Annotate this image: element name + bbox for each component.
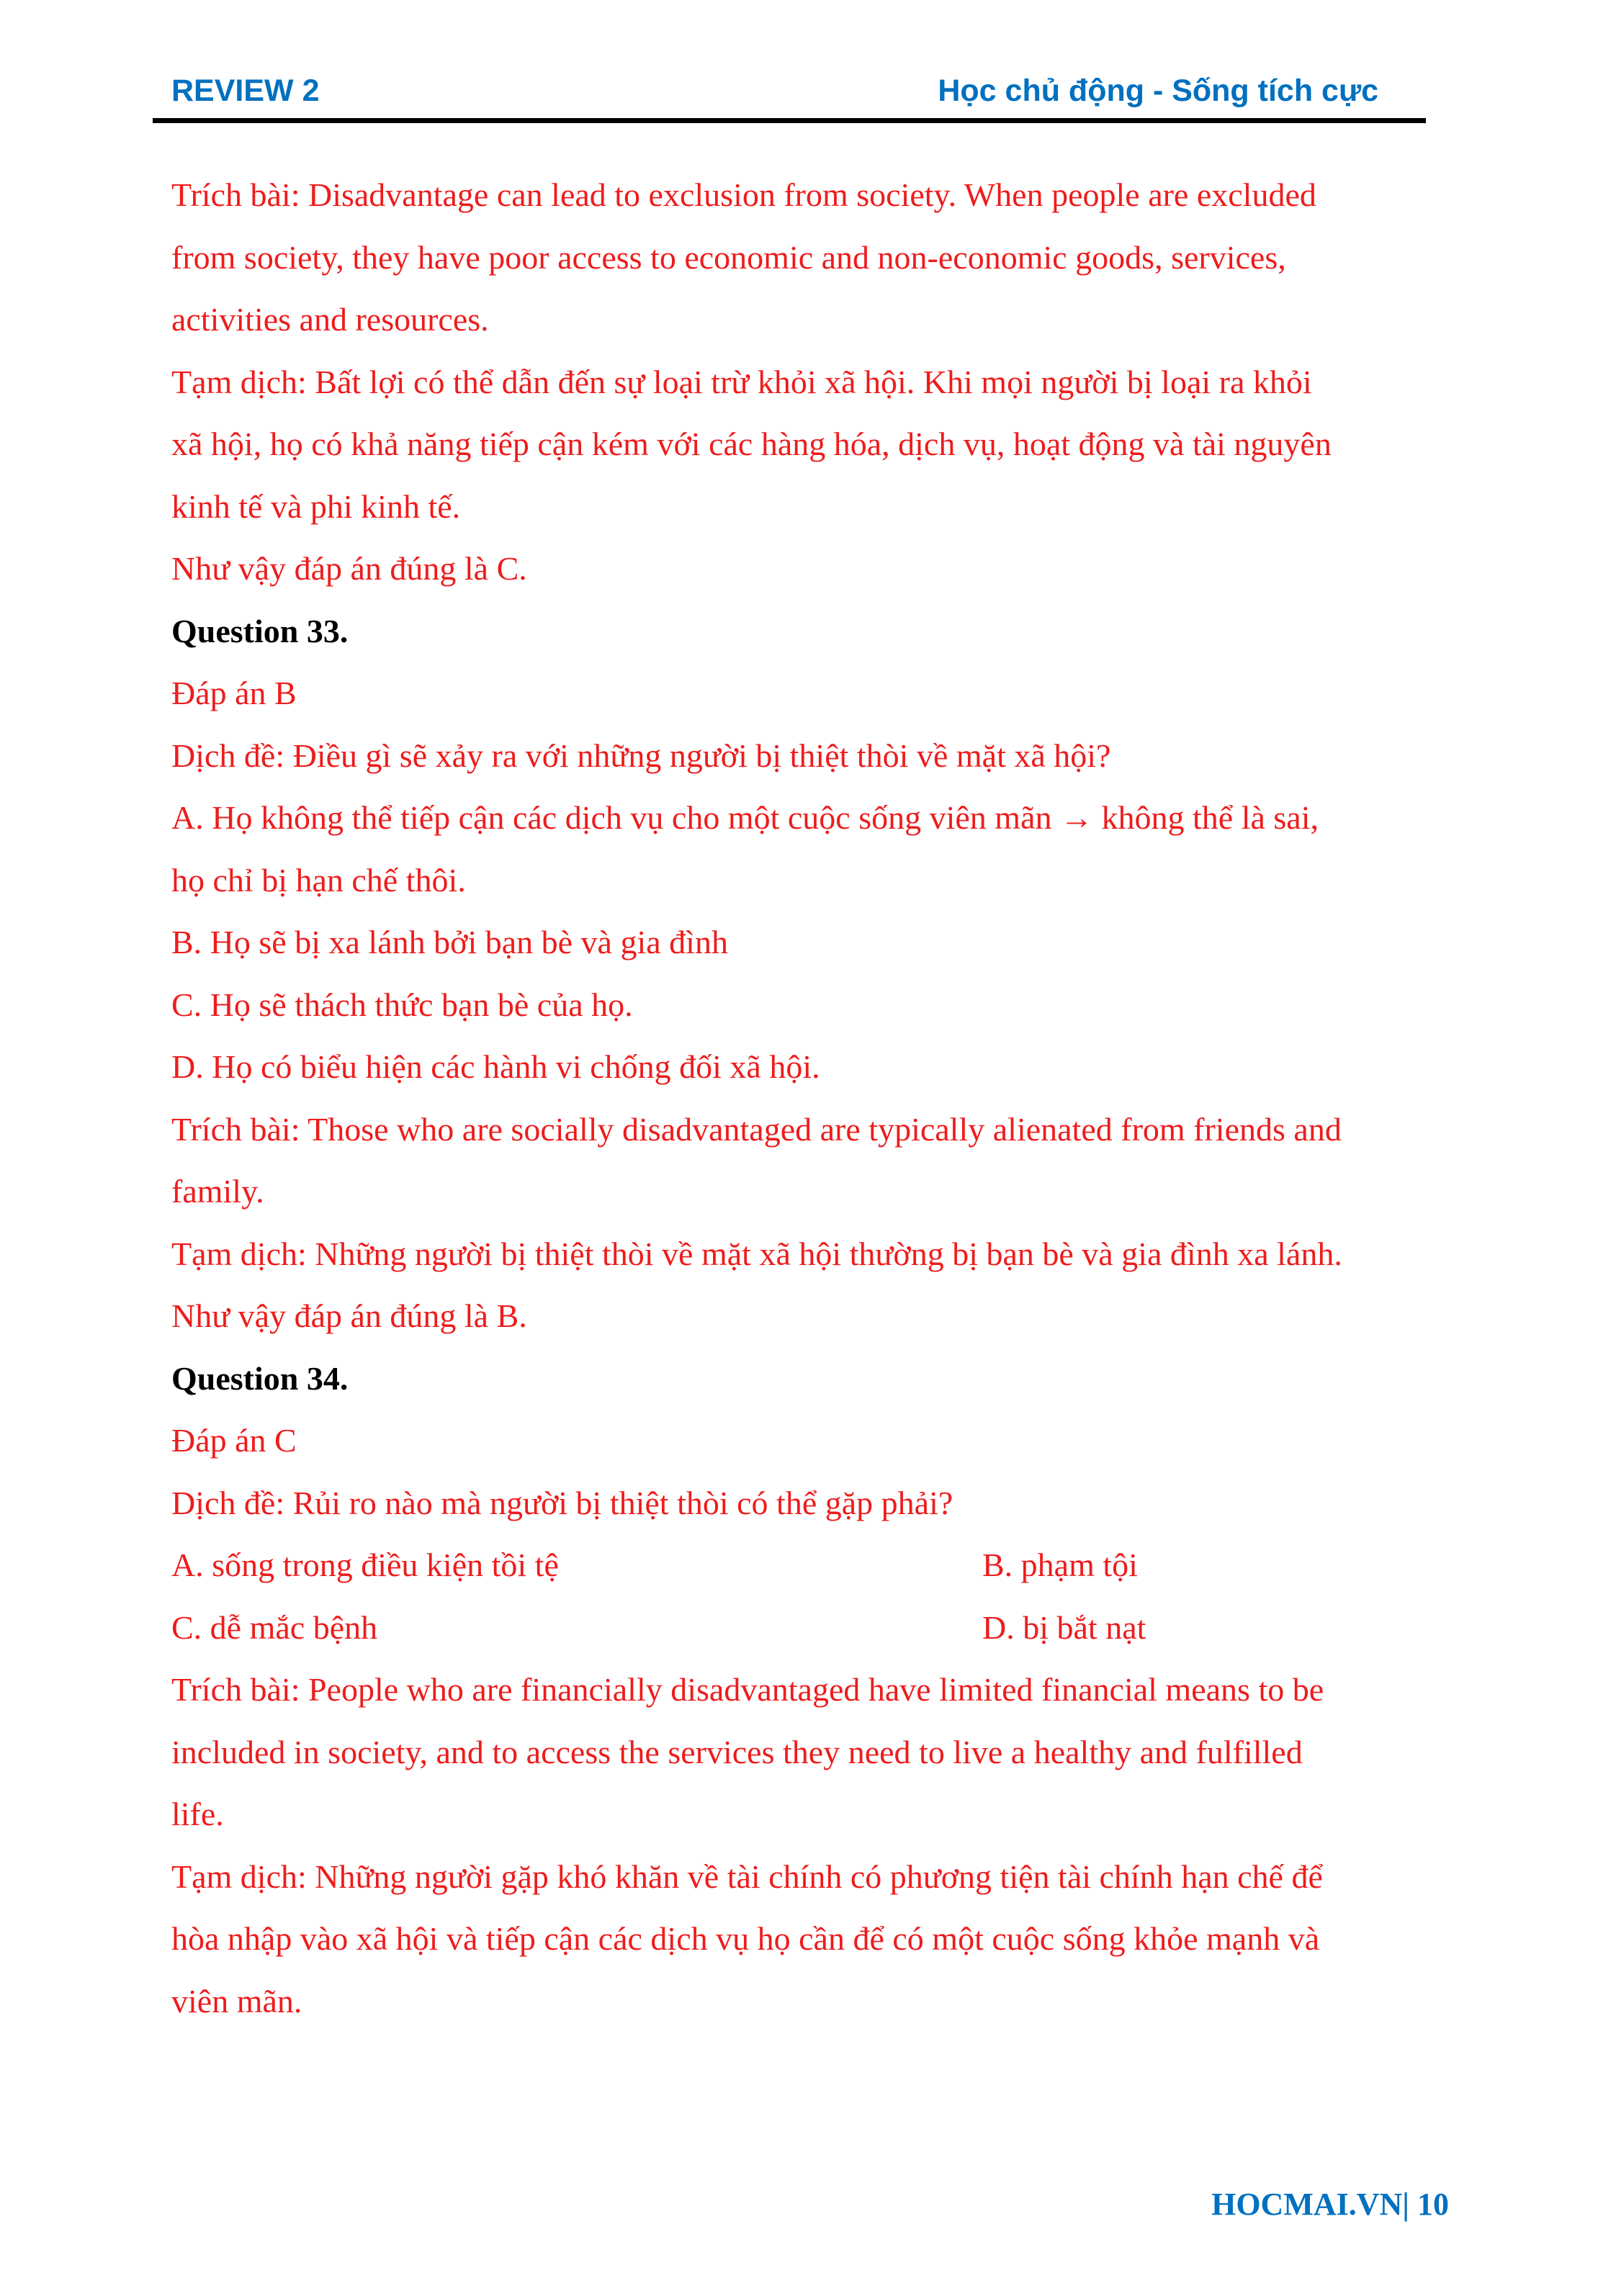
answer-conclusion: Như vậy đáp án đúng là B.: [171, 1297, 527, 1334]
text-line: Trích bài: Those who are socially disadvantaged are typically alienated from friends and: [171, 1110, 1342, 1148]
answer-conclusion: Như vậy đáp án đúng là C.: [171, 550, 527, 587]
option-line: B. Họ sẽ bị xa lánh bởi bạn bè và gia đình: [171, 924, 728, 960]
option-row: [171, 1534, 1453, 1597]
option-row: [171, 1597, 1453, 1660]
text-line: hòa nhập vào xã hội và tiếp cận các dịch vụ họ cần để có một cuộc sống khỏe mạnh và: [171, 1920, 1320, 1957]
document-body: [171, 164, 1453, 2032]
text-line: Trích bài: Disadvantage can lead to exclusion from society. When people are excluded: [171, 176, 1316, 213]
option-d: D. bị bắt nạt: [982, 1608, 1146, 1646]
text-line: life.: [171, 1796, 224, 1832]
page-header: [171, 73, 1378, 118]
question-heading: Question 33.: [171, 612, 349, 649]
text-line: viên mãn.: [171, 1982, 302, 2020]
text-line: Trích bài: People who are financially disadvantaged have limited financial means to be: [171, 1671, 1324, 1708]
answer-key: Đáp án C: [171, 1422, 297, 1459]
text-line: Dịch đề: Rủi ro nào mà người bị thiệt thòi có thể gặp phải?: [171, 1484, 953, 1521]
header-divider: [153, 118, 1426, 123]
text-line: xã hội, họ có khả năng tiếp cận kém với các hàng hóa, dịch vụ, hoạt động và tài nguyên: [171, 426, 1332, 462]
header-slogan: Học chủ động - Sống tích cực: [938, 73, 1378, 108]
option-line: A. Họ không thể tiếp cận các dịch vụ cho một cuộc sống viên mãn → không thể là sai,: [171, 799, 1319, 836]
option-c: C. dễ mắc bệnh: [171, 1608, 378, 1646]
option-a: A. sống trong điều kiện tồi tệ: [171, 1547, 559, 1583]
text-line: activities and resources.: [171, 301, 489, 338]
page-footer: HOCMAI.VN| 10: [1211, 2187, 1449, 2222]
text-line: kinh tế và phi kinh tế.: [171, 487, 461, 525]
text-line: Tạm dịch: Những người gặp khó khăn về tài chính có phương tiện tài chính hạn chế để: [171, 1858, 1323, 1895]
text-line: Tạm dịch: Những người bị thiệt thòi về mặt xã hội thường bị bạn bè và gia đình xa lánh.: [171, 1235, 1342, 1272]
header-review-label: REVIEW 2: [171, 73, 320, 108]
text-line: Tạm dịch: Bất lợi có thể dẫn đến sự loại trừ khỏi xã hội. Khi mọi người bị loại ra khỏi: [171, 363, 1312, 400]
option-b: B. phạm tội: [982, 1547, 1138, 1583]
option-line: C. Họ sẽ thách thức bạn bè của họ.: [171, 986, 633, 1023]
option-line: D. Họ có biểu hiện các hành vi chống đối xã hội.: [171, 1048, 820, 1085]
answer-key: Đáp án B: [171, 675, 297, 711]
option-line: họ chỉ bị hạn chế thôi.: [171, 861, 466, 899]
text-line: from society, they have poor access to economic and non-economic goods, services,: [171, 238, 1286, 276]
question-heading: Question 34.: [171, 1359, 349, 1397]
text-line: family.: [171, 1173, 264, 1210]
text-line: included in society, and to access the services they need to live a healthy and fulfilled: [171, 1733, 1303, 1770]
text-line: Dịch đề: Điều gì sẽ xảy ra với những người bị thiệt thòi về mặt xã hội?: [171, 737, 1111, 774]
